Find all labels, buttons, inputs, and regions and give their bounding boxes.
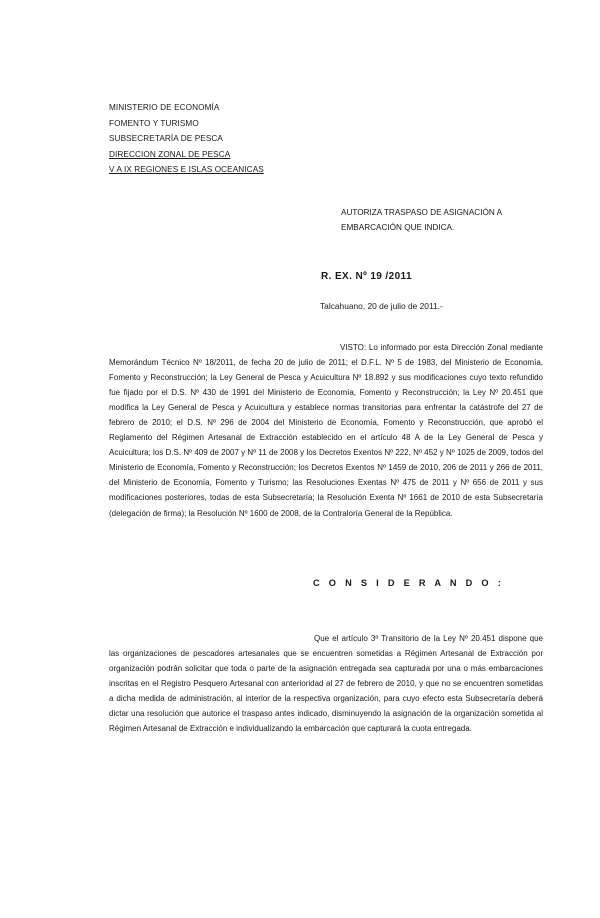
visto-paragraph: VISTO: Lo informado por esta Dirección Zonal mediante Memorándum Técnico Nº 18/2011, de fecha 20 de julio de 2011; el D.F.L. Nº 5 de 1983, del Ministerio de Economía, Fomento y Reconstrucción; la Ley General de Pesca y Acuicultura Nº 18.892 y sus modificaciones cuyo texto refundido fue fijado por el D.S. Nº 430 de 1991 del Ministerio de Economía, Fomento y Reconstrucción; la Ley Nº 20.451 que modifica la Ley General de Pesca y Acuicultura y establece normas transitorias para enfrentar la catástrofe del 27 de febrero de 2010; el D.S. Nº 296 de 2004 del Ministerio de Economía, Fomento y Reconstrucción, que aprobó el Reglamento del Régimen Artesanal de Extracción establecido en el artículo 48 A de la Ley General de Pesca y Acuicultura; los D.S. Nº 409 de 2007 y Nº 11 de 2008 y los Decretos Exentos Nº 222, Nº 452 y Nº 1025 de 2009, todos del Ministerio de Economía, Fomento y Reconstrucción; los Decretos Exentos Nº 1459 de 2010, 206 de 2011 y 266 de 2011, del Ministerio de Economía, Fomento y Turismo; las Resoluciones Exentas Nº 475 de 2011 y Nº 656 de 2011 y sus modificaciones posteriores, todas de esta Subsecretaría; la Resolución Exenta Nº 1661 de 2010 de esta Subsecretaría (delegación de firma); la Resolución Nº 1600 de 2008, de la Contraloría General de la República. — [109, 343, 543, 518]
subject-block — [341, 205, 502, 235]
considerando-paragraph: Que el artículo 3º Transitorio de la Ley Nº 20.451 dispone que las organizaciones de pescadores artesanales que se encuentren sometidas a Régimen Artesanal de Extracción por organización podrán solicitar que toda o parte de la asignación entregada sea capturada por una o más embarcaciones inscritas en el Registro Pesquero Artesanal con anterioridad al 27 de febrero de 2010, y que no se encuentren sometidas a dicha medida de administración, al interior de la respectiva organización, para cuyo efecto esta Subsecretaría deberá dictar una resolución que autorice el traspaso antes indicado, disminuyendo la asignación de la organización sometida al Régimen Artesanal de Extracción e individualizando la embarcación que capturará la cuota entregada. — [109, 634, 543, 734]
letterhead-subsecretaria: SUBSECRETARÍA DE PESCA — [109, 134, 223, 143]
subject-line-1: AUTORIZA TRASPASO DE ASIGNACIÓN A — [341, 208, 503, 217]
letterhead-regiones: V A IX REGIONES E ISLAS OCEANICAS — [109, 165, 264, 174]
resolution-number: R. EX. Nº 19 /2011 — [321, 271, 412, 282]
letterhead-ministry-sub: FOMENTO Y TURISMO — [109, 118, 199, 128]
place-date: Talcahuano, 20 de julio de 2011.- — [320, 301, 443, 311]
subject-line-2: EMBARCACIÓN QUE INDICA. — [341, 223, 455, 232]
letterhead-ministry: MINISTERIO DE ECONOMÍA — [109, 103, 220, 112]
considerando-heading: C O N S I D E R A N D O : — [313, 578, 505, 588]
letterhead-direccion: DIRECCION ZONAL DE PESCA — [109, 149, 231, 159]
letterhead — [109, 100, 264, 178]
